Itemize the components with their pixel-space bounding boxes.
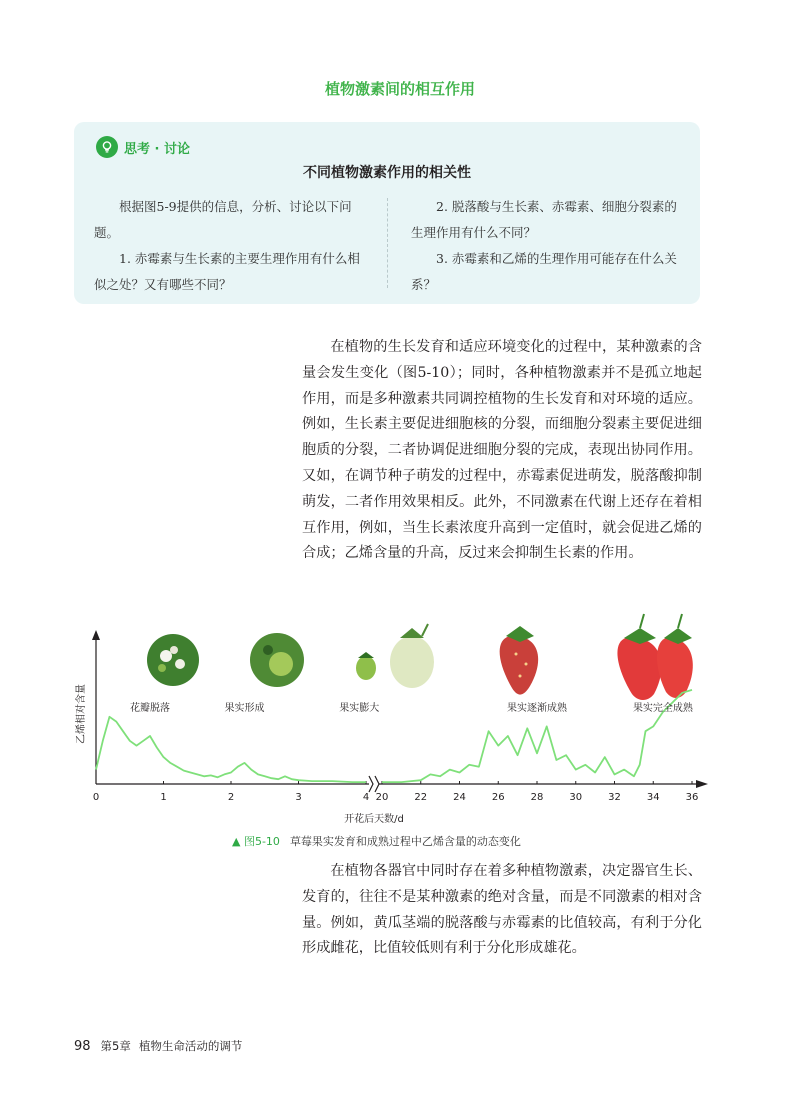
x-tick-label: 28 [530, 792, 544, 803]
discussion-intro: 根据图5-9提供的信息，分析、讨论以下问题。 [94, 199, 352, 240]
enlarging-fruit-illustration [356, 624, 434, 688]
discussion-left-column [94, 194, 362, 298]
stage-label: 果实逐渐成熟 [507, 703, 567, 714]
paragraph-2-text: 在植物各器官中同时存在着多种植物激素，决定器官生长、发育的，往往不是某种激素的绝对含量，而是不同激素的相对含量。例如，黄瓜茎端的脱落酸与赤霉素的比值较高，有利于分化形成雌花，比值较低则有利于分化形成雄花。 [302, 863, 702, 957]
ethylene-curve-segment-1 [96, 717, 366, 782]
stage-label: 果实完全成熟 [632, 703, 693, 714]
figure-label: 图5-10 [243, 835, 280, 848]
section-title: 植物激素间的相互作用 [324, 80, 475, 98]
x-tick-label: 22 [414, 792, 428, 803]
discussion-question-3: 3. 赤霉素和乙烯的生理作用可能存在什么关系？ [411, 251, 677, 292]
ripening-fruit-illustration [500, 626, 539, 695]
axis-break-mark [369, 776, 379, 792]
chapter-number: 第5章 [100, 1039, 131, 1053]
figure-caption [232, 833, 521, 849]
x-tick-label: 24 [453, 792, 466, 803]
y-axis-label: 乙烯相对含量 [76, 684, 87, 744]
ripe-fruit-illustration [617, 614, 692, 700]
discussion-title: 不同植物激素作用的相关性 [303, 165, 471, 181]
stage-labels [130, 701, 694, 714]
x-tick-label: 26 [491, 792, 505, 803]
discussion-right-column [411, 194, 679, 298]
x-tick-label: 0 [92, 792, 100, 803]
body-paragraph-2 [302, 859, 702, 962]
stage-label: 果实膨大 [339, 703, 380, 714]
x-tick-label: 4 [362, 792, 370, 803]
stage-label: 果实形成 [224, 703, 265, 714]
stage-illustrations [147, 614, 693, 700]
x-tick-label: 3 [295, 792, 302, 803]
caption-triangle-icon: ▲ [232, 835, 244, 848]
x-tick-label: 30 [569, 792, 583, 803]
chart-series [96, 690, 692, 782]
page-footer [74, 1038, 242, 1054]
flower-illustration [147, 634, 199, 686]
body-paragraph-1 [302, 335, 702, 567]
chart-svg [78, 624, 714, 830]
x-axis-label: 开花后天数/d [344, 814, 404, 825]
x-tick-label: 34 [646, 792, 660, 803]
x-tick-label: 32 [608, 792, 621, 803]
lightbulb-icon [96, 136, 118, 158]
discussion-question-2: 2. 脱落酸与生长素、赤霉素、细胞分裂素的生理作用有什么不同？ [411, 199, 677, 240]
x-tick-label: 36 [685, 792, 699, 803]
x-tick-label: 1 [160, 792, 167, 803]
x-tick-label: 2 [227, 792, 235, 803]
young-fruit-illustration [250, 633, 304, 687]
figure-caption-text: 草莓果实发育和成熟过程中乙烯含量的动态变化 [289, 835, 521, 848]
stage-label: 花瓣脱落 [130, 703, 170, 714]
y-axis-arrow [92, 630, 100, 640]
paragraph-1-text: 在植物的生长发育和适应环境变化的过程中，某种激素的含量会发生变化（图5-10）；同时，各种植物激素并不是孤立地起作用，而是多种激素共同调控植物的生长发育和对环境的适应。例如，生长素主要促进细胞核的分裂，而细胞分裂素主要促进细胞质的分裂，二者协调促进细胞分裂的完成，表现出协同作用。又如，在调节种子萌发的过程中，赤霉素促进萌发，脱落酸抑制萌发，二者作用效果相反。此外，不同激素在代谢上还存在着相互作用，例如，当生长素浓度升高到一定值时，就会促进乙烯的合成；乙烯含量的升高，反过来会抑制生长素的作用。 [302, 339, 702, 562]
page-number: 98 [74, 1039, 91, 1054]
discussion-box [74, 122, 700, 304]
discussion-divider [387, 198, 388, 288]
discussion-tag-label: 思考 · 讨论 [124, 141, 190, 157]
chapter-title: 植物生命活动的调节 [138, 1039, 243, 1053]
ethylene-chart [78, 624, 714, 830]
discussion-question-1: 1. 赤霉素与生长素的主要生理作用有什么相似之处？又有哪些不同？ [94, 251, 360, 292]
discussion-tag [96, 136, 190, 158]
x-tick-label: 20 [375, 792, 389, 803]
x-axis-arrow [696, 780, 708, 788]
